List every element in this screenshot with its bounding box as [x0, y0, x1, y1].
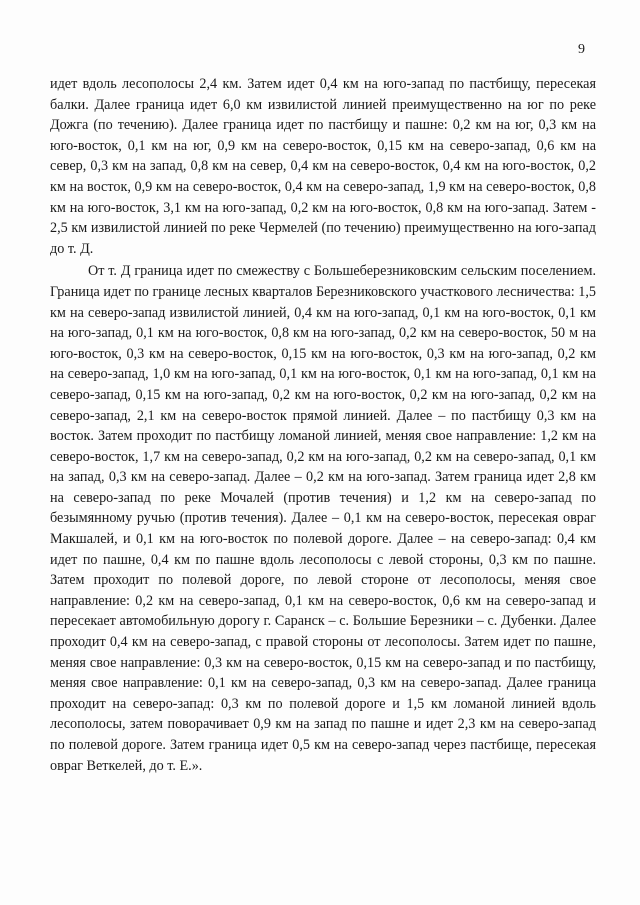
paragraph-boundary-description: От т. Д граница идет по смежеству с Большеберезниковским сельским поселением. Граница идет по границе лесных кварталов Березниковского участкового лесничества: 1,5 км на северо-запад извилистой линией, 0,4 км на юго-запад, 0,1 км на юго-восток, 0,1 км на юго-запад, 0,1 км на юго-восток, 0,8 км на юго-запад, 0,2 км на северо-восток, 50 м на юго-восток, 0,3 км на северо-восток, 0,15 км на юго-восток, 0,3 км на юго-запад, 0,2 км на северо-запад, 1,0 км на юго-запад, 0,1 км на юго-восток, 0,1 км на юго-запад, 0,1 км на северо-запад, 0,15 км на юго-запад, 0,2 км на юго-восток, 0,2 км на юго-запад, 0,2 км на северо-запад, 2,1 км на северо-восток прямой линией. Далее – по пастбищу 0,3 км на восток. Затем проходит по пастбищу ломаной линией, меняя свое направление: 1,2 км на северо-восток, 1,7 км на северо-запад, 0,2 км на юго-запад, 0,2 км на северо-запад, 0,1 км на запад, 0,3 км на северо-запад. Далее – 0,2 км на юго-запад. Затем граница идет 2,8 км на северо-запад по реке Мочалей (против течения) и 1,2 км на северо-запад по безымянному ручью (против течения). Далее – 0,1 км на северо-восток, пересекая овраг Макшалей, и 0,1 км на юго-восток по полевой дороге. Далее – на северо-запад: 0,4 км идет по пашне, 0,4 км по пашне вдоль лесополосы с левой стороны, 0,3 км по пашне. Затем проходит по полевой дороге, по левой стороне от лесополосы, меняя свое направление: 0,2 км на северо-запад, 0,1 км на северо-восток, 0,6 км на северо-запад и пересекает автомобильную дорогу г. Саранск – с. Большие Березники – с. Дубенки. Далее проходит 0,4 км на северо-запад, с правой стороны от лесополосы. Затем идет по пашне, меняя свое направление: 0,3 км на северо-восток, 0,15 км на северо-запад и по пастбищу, меняя свое направление: 0,1 км на северо-запад, 0,3 км на северо-запад. Далее граница проходит на северо-запад: 0,3 км по полевой дороге и 1,5 км ломаной линией вдоль лесополосы, затем поворачивает 0,9 км на запад по пашне и идет 2,3 км на северо-запад по полевой дороге. Затем граница идет 0,5 км на северо-запад через пастбище, пересекая овраг Веткелей, до т. Е.».: [50, 263, 596, 774]
document-body: [50, 74, 596, 776]
paragraph-continuation: идет вдоль лесополосы 2,4 км. Затем идет 0,4 км на юго-запад по пастбищу, пересекая балки. Далее граница идет 6,0 км извилистой линией преимущественно на юг по реке Дожга (по течению). Далее граница идет по пастбищу и пашне: 0,2 км на юг, 0,3 км на юго-восток, 0,1 км на юг, 0,9 км на северо-восток, 0,15 км на северо-запад, 0,6 км на север, 0,3 км на запад, 0,8 км на север, 0,4 км на северо-восток, 0,4 км на юго-восток, 0,2 км на восток, 0,9 км на северо-восток, 0,4 км на северо-запад, 1,9 км на северо-восток, 0,8 км на юго-восток, 3,1 км на юго-запад, 0,2 км на юго-восток, 0,8 км на юго-запад. Затем - 2,5 км извилистой линией по реке Чермелей (по течению) преимущественно на юго-запад до т. Д.: [50, 76, 596, 257]
page-number: 9: [578, 42, 585, 57]
